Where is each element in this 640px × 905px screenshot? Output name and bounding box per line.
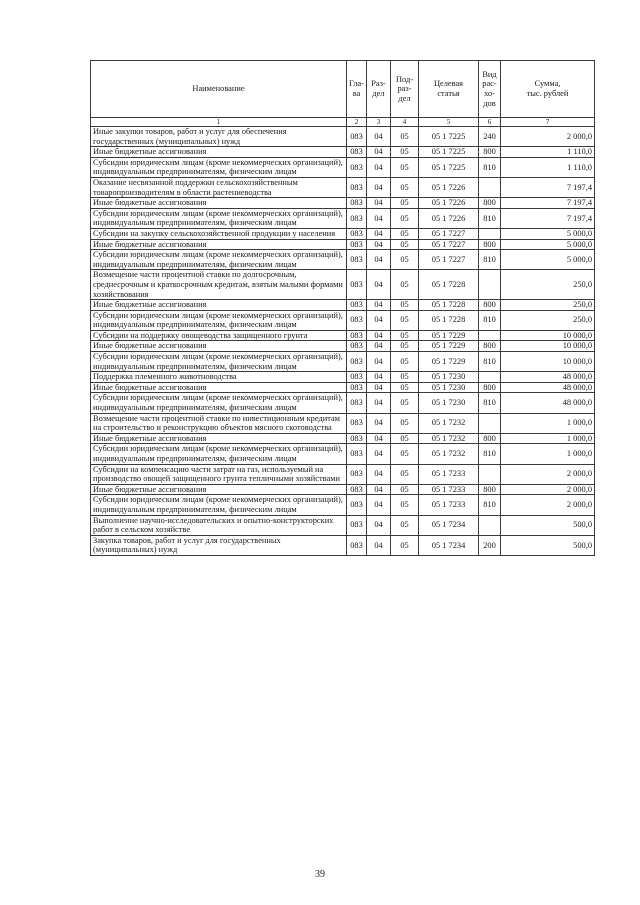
row-target-article: 05 1 7229 <box>419 330 479 341</box>
row-razdel: 04 <box>367 300 391 311</box>
row-target-article: 05 1 7227 <box>419 239 479 250</box>
row-glava: 083 <box>347 535 367 555</box>
row-target-article: 05 1 7226 <box>419 198 479 209</box>
row-target-article: 05 1 7232 <box>419 413 479 433</box>
row-sum: 10 000,0 <box>501 330 595 341</box>
row-razdel: 04 <box>367 157 391 177</box>
row-razdel: 04 <box>367 239 391 250</box>
row-expense-type: 800 <box>479 300 501 311</box>
table-row <box>91 228 595 239</box>
row-expense-type: 200 <box>479 535 501 555</box>
row-target-article: 05 1 7230 <box>419 382 479 393</box>
row-expense-type: 810 <box>479 393 501 413</box>
row-sum: 2 000,0 <box>501 484 595 495</box>
row-target-article: 05 1 7227 <box>419 250 479 270</box>
row-target-article: 05 1 7232 <box>419 433 479 444</box>
row-name: Субсидии на закупку сельскохозяйственной продукции у населения <box>91 228 347 239</box>
row-glava: 083 <box>347 382 367 393</box>
row-sum: 48 000,0 <box>501 382 595 393</box>
table-row <box>91 444 595 464</box>
table-row <box>91 484 595 495</box>
row-glava: 083 <box>347 444 367 464</box>
row-target-article: 05 1 7226 <box>419 177 479 197</box>
row-sum: 5 000,0 <box>501 228 595 239</box>
table-row <box>91 300 595 311</box>
row-name: Поддержка племенного животноводства <box>91 372 347 383</box>
row-name: Субсидии юридическим лицам (кроме некоммерческих организаций), индивидуальным предпринимателям, физическим лицам <box>91 250 347 270</box>
column-number: 3 <box>367 118 391 127</box>
row-glava: 083 <box>347 372 367 383</box>
row-sum: 2 000,0 <box>501 127 595 147</box>
header-row <box>91 61 595 118</box>
row-sum: 500,0 <box>501 515 595 535</box>
row-sum: 48 000,0 <box>501 372 595 383</box>
row-podrazdel: 05 <box>391 198 419 209</box>
row-target-article: 05 1 7228 <box>419 300 479 311</box>
row-expense-type: 800 <box>479 198 501 209</box>
row-name: Субсидии юридическим лицам (кроме некоммерческих организаций), индивидуальным предпринимателям, физическим лицам <box>91 157 347 177</box>
column-number: 2 <box>347 118 367 127</box>
header-sum <box>501 61 595 118</box>
row-target-article: 05 1 7227 <box>419 228 479 239</box>
row-glava: 083 <box>347 495 367 515</box>
header-podrazdel <box>391 61 419 118</box>
row-podrazdel: 05 <box>391 330 419 341</box>
row-podrazdel: 05 <box>391 433 419 444</box>
table-row <box>91 147 595 158</box>
row-expense-type: 810 <box>479 310 501 330</box>
row-name: Выполнение научно-исследовательских и опытно-конструкторских работ в сельском хозяйстве <box>91 515 347 535</box>
row-podrazdel: 05 <box>391 341 419 352</box>
table-row <box>91 464 595 484</box>
row-name: Иные бюджетные ассигнования <box>91 484 347 495</box>
row-expense-type: 810 <box>479 250 501 270</box>
row-razdel: 04 <box>367 127 391 147</box>
row-expense-type: 800 <box>479 382 501 393</box>
table-row <box>91 341 595 352</box>
row-razdel: 04 <box>367 382 391 393</box>
header-glava <box>347 61 367 118</box>
header-glava-label: Гла- ва <box>349 79 364 98</box>
row-podrazdel: 05 <box>391 208 419 228</box>
row-expense-type <box>479 413 501 433</box>
row-sum: 250,0 <box>501 300 595 311</box>
row-expense-type: 810 <box>479 352 501 372</box>
header-target <box>419 61 479 118</box>
column-number: 7 <box>501 118 595 127</box>
row-expense-type: 800 <box>479 341 501 352</box>
row-glava: 083 <box>347 464 367 484</box>
row-name: Иные бюджетные ассигнования <box>91 198 347 209</box>
row-name: Субсидии на компенсацию части затрат на газ, используемый на производство овощей защищенного грунта тепличными хозяйствами <box>91 464 347 484</box>
row-expense-type <box>479 515 501 535</box>
row-razdel: 04 <box>367 515 391 535</box>
row-target-article: 05 1 7229 <box>419 341 479 352</box>
row-target-article: 05 1 7230 <box>419 372 479 383</box>
row-razdel: 04 <box>367 464 391 484</box>
row-glava: 083 <box>347 393 367 413</box>
row-target-article: 05 1 7228 <box>419 310 479 330</box>
header-podrazdel-label: Под- раз- дел <box>395 74 414 103</box>
row-name: Иные бюджетные ассигнования <box>91 382 347 393</box>
table-row <box>91 127 595 147</box>
table-row <box>91 515 595 535</box>
header-target-label: Целевая статья <box>433 79 464 98</box>
page-number: 39 <box>315 869 325 880</box>
table-row <box>91 352 595 372</box>
row-sum: 1 000,0 <box>501 433 595 444</box>
row-expense-type: 800 <box>479 147 501 158</box>
row-sum: 1 000,0 <box>501 444 595 464</box>
row-podrazdel: 05 <box>391 464 419 484</box>
header-sum-label: Сумма, тыс. рублей <box>526 79 569 98</box>
table-row <box>91 330 595 341</box>
row-name: Субсидии юридическим лицам (кроме некоммерческих организаций), индивидуальным предпринимателям, физическим лицам <box>91 352 347 372</box>
row-target-article: 05 1 7228 <box>419 270 479 300</box>
row-target-article: 05 1 7229 <box>419 352 479 372</box>
row-target-article: 05 1 7234 <box>419 515 479 535</box>
row-glava: 083 <box>347 341 367 352</box>
column-number: 5 <box>419 118 479 127</box>
row-podrazdel: 05 <box>391 413 419 433</box>
row-expense-type <box>479 464 501 484</box>
table-row <box>91 177 595 197</box>
table-row <box>91 393 595 413</box>
row-glava: 083 <box>347 330 367 341</box>
row-podrazdel: 05 <box>391 382 419 393</box>
row-sum: 5 000,0 <box>501 250 595 270</box>
row-razdel: 04 <box>367 484 391 495</box>
row-glava: 083 <box>347 310 367 330</box>
row-name: Субсидии юридическим лицам (кроме некоммерческих организаций), индивидуальным предпринимателям, физическим лицам <box>91 208 347 228</box>
row-expense-type: 800 <box>479 239 501 250</box>
table-row <box>91 270 595 300</box>
row-podrazdel: 05 <box>391 393 419 413</box>
row-razdel: 04 <box>367 330 391 341</box>
row-sum: 7 197,4 <box>501 208 595 228</box>
header-vid <box>479 61 501 118</box>
row-glava: 083 <box>347 300 367 311</box>
row-sum: 250,0 <box>501 270 595 300</box>
row-razdel: 04 <box>367 270 391 300</box>
row-target-article: 05 1 7233 <box>419 464 479 484</box>
row-podrazdel: 05 <box>391 177 419 197</box>
row-glava: 083 <box>347 239 367 250</box>
row-name: Иные бюджетные ассигнования <box>91 147 347 158</box>
row-expense-type: 810 <box>479 208 501 228</box>
row-sum: 2 000,0 <box>501 495 595 515</box>
row-glava: 083 <box>347 147 367 158</box>
row-sum: 1 000,0 <box>501 413 595 433</box>
row-glava: 083 <box>347 177 367 197</box>
header-razdel-label: Раз- дел <box>371 79 386 98</box>
table-row <box>91 413 595 433</box>
row-podrazdel: 05 <box>391 535 419 555</box>
header-razdel <box>367 61 391 118</box>
row-sum: 48 000,0 <box>501 393 595 413</box>
row-target-article: 05 1 7230 <box>419 393 479 413</box>
row-podrazdel: 05 <box>391 228 419 239</box>
row-razdel: 04 <box>367 228 391 239</box>
row-razdel: 04 <box>367 198 391 209</box>
row-expense-type: 800 <box>479 484 501 495</box>
row-podrazdel: 05 <box>391 495 419 515</box>
column-number: 4 <box>391 118 419 127</box>
row-sum: 7 197,4 <box>501 198 595 209</box>
row-name: Закупка товаров, работ и услуг для государственных (муниципальных) нужд <box>91 535 347 555</box>
budget-table <box>90 60 595 556</box>
row-podrazdel: 05 <box>391 147 419 158</box>
row-razdel: 04 <box>367 310 391 330</box>
row-name: Субсидии юридическим лицам (кроме некоммерческих организаций), индивидуальным предпринимателям, физическим лицам <box>91 393 347 413</box>
row-expense-type: 810 <box>479 157 501 177</box>
row-podrazdel: 05 <box>391 250 419 270</box>
row-target-article: 05 1 7225 <box>419 127 479 147</box>
row-expense-type <box>479 372 501 383</box>
row-razdel: 04 <box>367 372 391 383</box>
row-name: Субсидии юридическим лицам (кроме некоммерческих организаций), индивидуальным предпринимателям, физическим лицам <box>91 495 347 515</box>
table-row <box>91 382 595 393</box>
row-sum: 2 000,0 <box>501 464 595 484</box>
row-razdel: 04 <box>367 535 391 555</box>
row-name: Субсидии юридическим лицам (кроме некоммерческих организаций), индивидуальным предпринимателям, физическим лицам <box>91 310 347 330</box>
column-number: 6 <box>479 118 501 127</box>
row-glava: 083 <box>347 515 367 535</box>
table-row <box>91 433 595 444</box>
header-name: Наименование <box>91 61 347 118</box>
row-expense-type <box>479 177 501 197</box>
row-razdel: 04 <box>367 177 391 197</box>
row-razdel: 04 <box>367 341 391 352</box>
table-row <box>91 372 595 383</box>
row-target-article: 05 1 7225 <box>419 157 479 177</box>
row-glava: 083 <box>347 198 367 209</box>
row-name: Возмещение части процентной ставки по долгосрочным, среднесрочным и краткосрочным кредитам, взятым малыми формами хозяйствования <box>91 270 347 300</box>
row-expense-type: 810 <box>479 444 501 464</box>
row-glava: 083 <box>347 127 367 147</box>
row-podrazdel: 05 <box>391 352 419 372</box>
row-razdel: 04 <box>367 393 391 413</box>
row-podrazdel: 05 <box>391 484 419 495</box>
table-row <box>91 198 595 209</box>
table-row <box>91 310 595 330</box>
row-podrazdel: 05 <box>391 239 419 250</box>
row-glava: 083 <box>347 270 367 300</box>
row-name: Иные бюджетные ассигнования <box>91 433 347 444</box>
row-sum: 500,0 <box>501 535 595 555</box>
table-row <box>91 239 595 250</box>
row-razdel: 04 <box>367 495 391 515</box>
row-glava: 083 <box>347 208 367 228</box>
row-podrazdel: 05 <box>391 300 419 311</box>
row-podrazdel: 05 <box>391 310 419 330</box>
row-glava: 083 <box>347 484 367 495</box>
row-expense-type <box>479 330 501 341</box>
row-podrazdel: 05 <box>391 515 419 535</box>
row-podrazdel: 05 <box>391 444 419 464</box>
row-name: Оказание несвязанной поддержки сельскохозяйственным товаропроизводителям в области растениеводства <box>91 177 347 197</box>
row-podrazdel: 05 <box>391 157 419 177</box>
row-target-article: 05 1 7234 <box>419 535 479 555</box>
column-number: 1 <box>91 118 347 127</box>
row-glava: 083 <box>347 413 367 433</box>
row-expense-type <box>479 228 501 239</box>
row-glava: 083 <box>347 433 367 444</box>
row-name: Возмещение части процентной ставки по инвестиционным кредитам на строительство и реконструкцию объектов мясного скотоводства <box>91 413 347 433</box>
row-glava: 083 <box>347 352 367 372</box>
row-sum: 5 000,0 <box>501 239 595 250</box>
row-expense-type: 800 <box>479 433 501 444</box>
row-name: Субсидии на поддержку овощеводства защищенного грунта <box>91 330 347 341</box>
row-sum: 7 197,4 <box>501 177 595 197</box>
table-row <box>91 157 595 177</box>
row-sum: 10 000,0 <box>501 341 595 352</box>
row-sum: 1 110,0 <box>501 147 595 158</box>
row-razdel: 04 <box>367 444 391 464</box>
row-target-article: 05 1 7233 <box>419 495 479 515</box>
row-podrazdel: 05 <box>391 372 419 383</box>
row-glava: 083 <box>347 250 367 270</box>
row-target-article: 05 1 7232 <box>419 444 479 464</box>
row-podrazdel: 05 <box>391 270 419 300</box>
table-row <box>91 535 595 555</box>
row-podrazdel: 05 <box>391 127 419 147</box>
row-sum: 10 000,0 <box>501 352 595 372</box>
column-number-row <box>91 118 595 127</box>
row-razdel: 04 <box>367 208 391 228</box>
row-expense-type <box>479 270 501 300</box>
row-razdel: 04 <box>367 433 391 444</box>
table-row <box>91 208 595 228</box>
row-name: Иные бюджетные ассигнования <box>91 341 347 352</box>
row-name: Иные закупки товаров, работ и услуг для обеспечения государственных (муниципальных) нужд <box>91 127 347 147</box>
row-sum: 1 110,0 <box>501 157 595 177</box>
table-body <box>91 127 595 556</box>
row-expense-type: 810 <box>479 495 501 515</box>
header-vid-label: Вид рас- хо- дов <box>482 69 497 108</box>
table-row <box>91 250 595 270</box>
row-razdel: 04 <box>367 352 391 372</box>
row-target-article: 05 1 7225 <box>419 147 479 158</box>
row-name: Иные бюджетные ассигнования <box>91 239 347 250</box>
row-name: Субсидии юридическим лицам (кроме некоммерческих организаций), индивидуальным предпринимателям, физическим лицам <box>91 444 347 464</box>
row-razdel: 04 <box>367 413 391 433</box>
row-target-article: 05 1 7233 <box>419 484 479 495</box>
row-razdel: 04 <box>367 250 391 270</box>
row-name: Иные бюджетные ассигнования <box>91 300 347 311</box>
row-razdel: 04 <box>367 147 391 158</box>
row-expense-type: 240 <box>479 127 501 147</box>
table-row <box>91 495 595 515</box>
row-target-article: 05 1 7226 <box>419 208 479 228</box>
row-sum: 250,0 <box>501 310 595 330</box>
row-glava: 083 <box>347 157 367 177</box>
row-glava: 083 <box>347 228 367 239</box>
